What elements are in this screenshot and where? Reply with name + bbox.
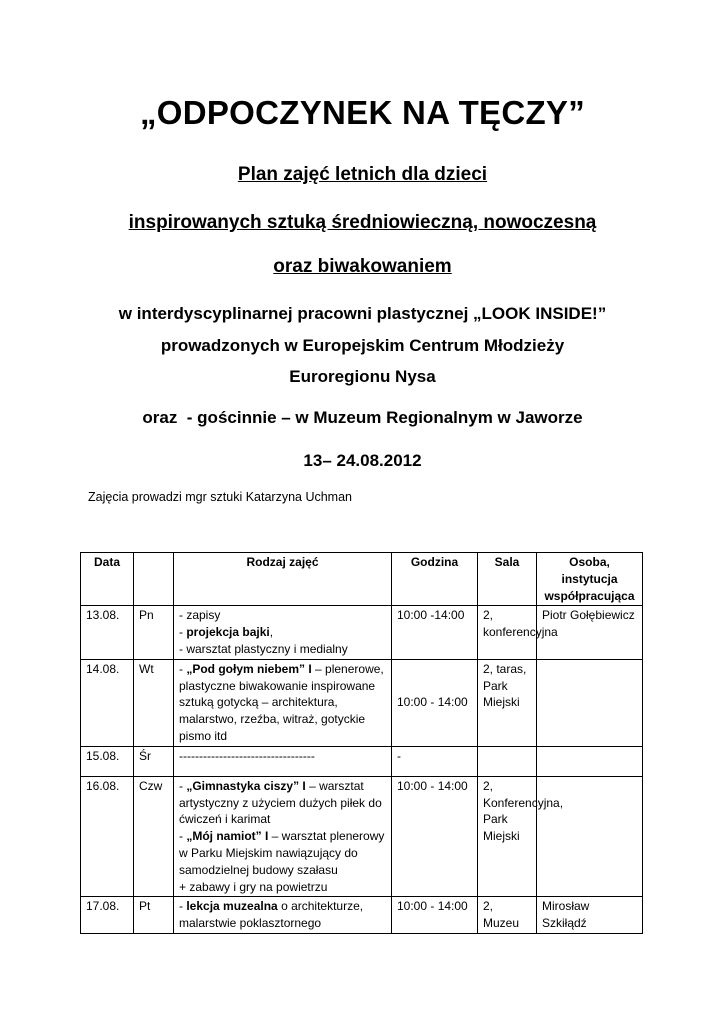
table-row — [81, 746, 643, 776]
cell-activity — [174, 897, 392, 934]
activity-highlight: „Gimnastyka ciszy” I — [186, 778, 306, 793]
activity-text: - — [179, 829, 187, 844]
info-line-1: w interdyscyplinarnej pracowni plastycznej „LOOK INSIDE!” — [118, 304, 607, 323]
event-dates: 13– 24.08.2012 — [303, 451, 422, 470]
cell-day: Czw — [134, 776, 174, 897]
cell-room: 2, Muzeu — [478, 897, 537, 934]
header-time: Godzina — [392, 553, 478, 606]
cell-activity — [174, 776, 392, 897]
table-row — [81, 776, 643, 897]
cell-date: 14.08. — [81, 659, 134, 746]
header-person: Osoba, instytucja współpracująca — [537, 553, 643, 606]
document-title: „ODPOCZYNEK NA TĘCZY” — [139, 94, 586, 131]
header-date: Data — [81, 553, 134, 606]
info-line-3: Euroregionu Nysa — [289, 367, 436, 386]
cell-room: 2, Konferencyjna, Park Miejski — [478, 776, 537, 897]
subtitle-line-1: Plan zajęć letnich dla dzieci — [237, 164, 488, 185]
table-row — [81, 897, 643, 934]
cell-activity — [174, 606, 392, 659]
cell-time: - — [392, 746, 478, 776]
cell-activity — [174, 659, 392, 746]
cell-activity: ---------------------------------- — [174, 746, 392, 776]
cell-person — [537, 659, 643, 746]
header-day — [134, 553, 174, 606]
cell-day: Pt — [134, 897, 174, 934]
activity-text: , — [269, 625, 274, 640]
activity-text: o architekturze, malarstwie poklasztornego — [179, 899, 364, 931]
activity-text: – warsztat artystyczny z użyciem dużych piłek do ćwiczeń i karimat — [179, 778, 382, 827]
activity-text: - zapisy — [179, 608, 221, 623]
schedule-table — [80, 552, 643, 934]
cell-time: 10:00 - 14:00 — [392, 897, 478, 934]
cell-date: 16.08. — [81, 776, 134, 897]
info-line-2: prowadzonych w Europejskim Centrum Młodzieży — [160, 336, 565, 355]
info-line-4: oraz - gościnnie – w Muzeum Regionalnym w Jaworze — [142, 408, 583, 427]
activity-text: - — [179, 661, 187, 676]
activity-text: – warsztat plenerowy w Parku Miejskim nawiązujący do samodzielnej budowy szałasu — [179, 829, 385, 877]
table-row — [81, 606, 643, 659]
subtitle-line-3: oraz biwakowaniem — [273, 256, 452, 277]
activity-text: - — [179, 778, 187, 793]
cell-date: 17.08. — [81, 897, 134, 934]
cell-date: 15.08. — [81, 746, 134, 776]
activity-text: + zabawy i gry na powietrzu — [179, 879, 328, 894]
activity-highlight: projekcja bajki — [186, 625, 270, 640]
cell-person — [537, 776, 643, 897]
activity-highlight: „Pod gołym niebem” I — [186, 661, 312, 676]
cell-time: 10:00 - 14:00 — [392, 659, 478, 746]
cell-time: 10:00 -14:00 — [392, 606, 478, 659]
cell-room — [478, 746, 537, 776]
activity-highlight: „Mój namiot” I — [186, 829, 269, 844]
cell-person: Mirosław Szkiłądź — [537, 897, 643, 934]
cell-room: 2, konferencyjna — [478, 606, 537, 659]
cell-day: Pn — [134, 606, 174, 659]
table-row — [81, 659, 643, 746]
header-room: Sala — [478, 553, 537, 606]
activity-text: - — [179, 899, 187, 914]
activity-text: - warsztat plastyczny i medialny — [179, 641, 348, 656]
cell-person: Piotr Gołębiewicz — [537, 606, 643, 659]
header-activity: Rodzaj zajęć — [174, 553, 392, 606]
subtitle-line-2: inspirowanych sztuką średniowieczną, nowoczesną — [128, 212, 597, 233]
cell-person — [537, 746, 643, 776]
cell-day: Śr — [134, 746, 174, 776]
activity-text: - — [179, 625, 187, 640]
table-header-row — [81, 553, 643, 606]
activity-text: – plenerowe, plastyczne biwakowanie inspirowane sztuką gotycką – architektura, malarstwo, rzeźba, witraż, gotyckie pismo itd — [179, 661, 384, 743]
instructor-note: Zajęcia prowadzi mgr sztuki Katarzyna Uchman — [88, 490, 352, 504]
cell-time: 10:00 - 14:00 — [392, 776, 478, 897]
cell-day: Wt — [134, 659, 174, 746]
cell-date: 13.08. — [81, 606, 134, 659]
cell-room: 2, taras, Park Miejski — [478, 659, 537, 746]
activity-highlight: lekcja muzealna — [186, 899, 278, 914]
